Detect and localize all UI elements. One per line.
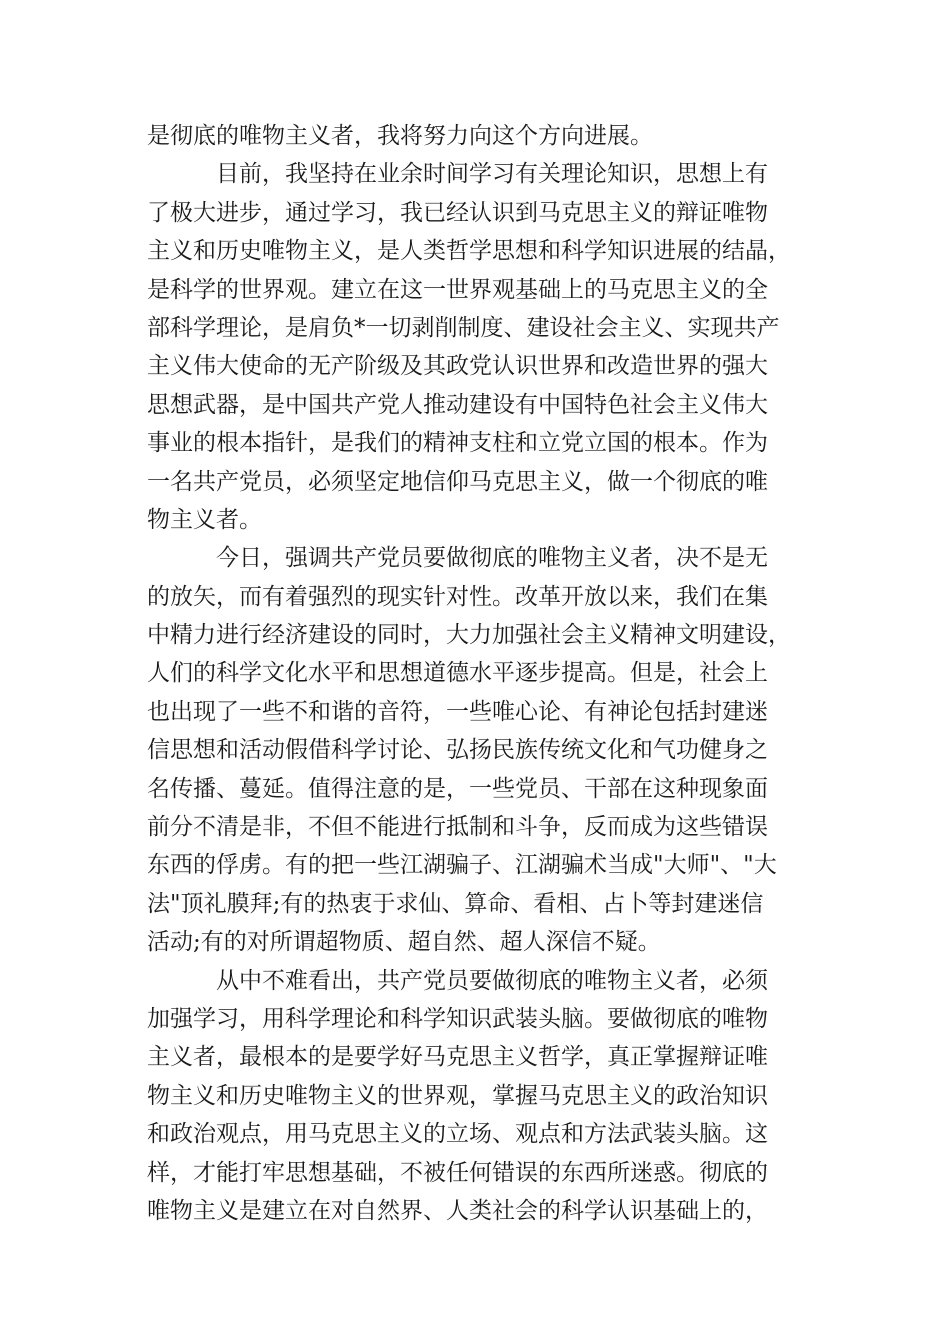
text-line: 样，才能打牢思想基础，不被任何错误的东西所迷惑。彻底的 <box>147 1159 768 1186</box>
text-line: 了极大进步，通过学习，我已经认识到马克思主义的辩证唯物 <box>147 199 768 226</box>
text-line: 法"顶礼膜拜;有的热衷于求仙、算命、看相、占卜等封建迷信 <box>147 890 764 917</box>
text-line: 唯物主义是建立在对自然界、人类社会的科学认识基础上的， <box>147 1197 768 1224</box>
text-line: 活动;有的对所谓超物质、超自然、超人深信不疑。 <box>147 929 661 956</box>
text-line: 今日，强调共产党员要做彻底的唯物主义者，决不是无 <box>216 545 768 572</box>
text-line: 物主义和历史唯物主义的世界观，掌握马克思主义的政治知识 <box>147 1082 768 1109</box>
text-line: 的放矢，而有着强烈的现实针对性。改革开放以来，我们在集 <box>147 583 768 610</box>
text-line: 目前，我坚持在业余时间学习有关理论知识，思想上有 <box>216 161 768 188</box>
text-line: 主义和历史唯物主义，是人类哲学思想和科学知识进展的结晶， <box>147 238 791 265</box>
text-line: 人们的科学文化水平和思想道德水平逐步提高。但是，社会上 <box>147 660 768 687</box>
text-line: 中精力进行经济建设的同时，大力加强社会主义精神文明建设， <box>147 622 791 649</box>
text-line: 主义者，最根本的是要学好马克思主义哲学，真正掌握辩证唯 <box>147 1044 768 1071</box>
text-line: 物主义者。 <box>147 506 262 533</box>
text-line: 也出现了一些不和谐的音符，一些唯心论、有神论包括封建迷 <box>147 698 768 725</box>
text-line: 思想武器，是中国共产党人推动建设有中国特色社会主义伟大 <box>147 391 768 418</box>
text-line: 和政治观点，用马克思主义的立场、观点和方法武装头脑。这 <box>147 1121 768 1148</box>
text-line: 信思想和活动假借科学讨论、弘扬民族传统文化和气功健身之 <box>147 737 768 764</box>
text-line: 前分不清是非，不但不能进行抵制和斗争，反而成为这些错误 <box>147 814 768 841</box>
text-line: 事业的根本指针，是我们的精神支柱和立党立国的根本。作为 <box>147 430 768 457</box>
text-line: 部科学理论，是肩负*一切剥削制度、建设社会主义、实现共产 <box>147 314 780 341</box>
text-line: 是彻底的唯物主义者，我将努力向这个方向进展。 <box>147 123 653 149</box>
text-line: 是科学的世界观。建立在这一世界观基础上的马克思主义的全 <box>147 276 768 303</box>
text-line: 名传播、蔓延。值得注意的是，一些党员、干部在这种现象面 <box>147 775 768 802</box>
document-body <box>147 117 807 1230</box>
text-line: 从中不难看出，共产党员要做彻底的唯物主义者，必须 <box>216 967 768 994</box>
text-line: 一名共产党员，必须坚定地信仰马克思主义，做一个彻底的唯 <box>147 468 768 495</box>
text-line: 东西的俘虏。有的把一些江湖骗子、江湖骗术当成"大师"、"大 <box>147 852 777 879</box>
text-line: 加强学习，用科学理论和科学知识武装头脑。要做彻底的唯物 <box>147 1005 768 1032</box>
text-line: 主义伟大使命的无产阶级及其政党认识世界和改造世界的强大 <box>147 353 768 380</box>
